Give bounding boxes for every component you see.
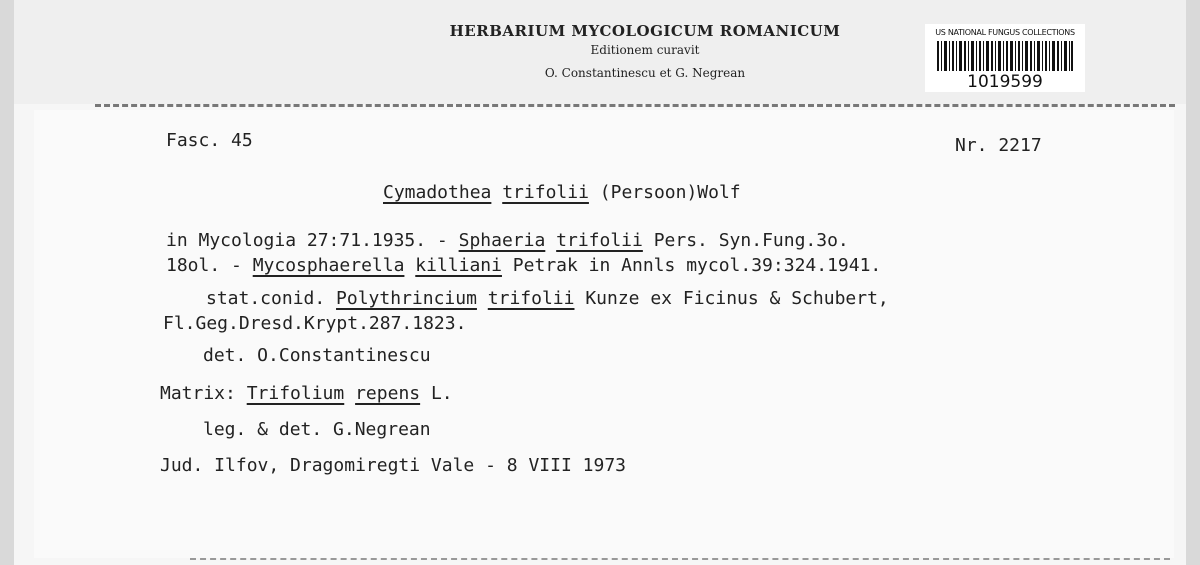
matrix-authority: L. — [420, 383, 453, 404]
matrix-line — [160, 383, 453, 404]
divider — [95, 104, 1175, 107]
ref2-text-2: Petrak in Annls mycol.39:324.1941. — [501, 255, 882, 276]
collector: leg. & det. G.Negrean — [203, 419, 431, 440]
herbarium-title: HERBARIUM MYCOLOGICUM ROMANICUM — [449, 22, 841, 40]
stat-text-2: Kunze ex Ficinus & Schubert, — [574, 288, 889, 309]
matrix-label: Matrix: — [160, 383, 247, 404]
ref1-species: trifolii — [556, 230, 643, 251]
editor-note: Editionem curavit — [590, 43, 700, 57]
barcode-icon — [937, 41, 1073, 71]
matrix-species: repens — [355, 383, 421, 404]
bottom-divider — [190, 558, 1170, 563]
editors: O. Constantinescu et G. Negrean — [544, 66, 746, 80]
ref1-text: in Mycologia 27:71.1935. - — [166, 230, 459, 251]
ref2-genus: Mycosphaerella — [252, 255, 405, 276]
stat-genus: Polythrincium — [336, 288, 477, 309]
taxon-authority: (Persoon)Wolf — [599, 182, 741, 203]
exsiccata-number: Nr. 2217 — [955, 135, 1042, 156]
stat-species: trifolii — [487, 288, 575, 309]
taxon-genus: Cymadothea — [383, 182, 492, 203]
catalog-number: 1019599 — [967, 72, 1043, 92]
anamorph-reference: Fl.Geg.Dresd.Krypt.287.1823. — [163, 313, 467, 334]
taxon-species: trifolii — [502, 182, 589, 203]
ref2-text: 18ol. - — [166, 255, 253, 276]
herbarium-header — [380, 22, 910, 80]
reference-line-1 — [166, 230, 849, 251]
specimen-label — [34, 110, 1174, 558]
matrix-genus: Trifolium — [246, 383, 345, 404]
ref1-text-2: Pers. Syn.Fung.3o. — [642, 230, 849, 251]
determiner: det. O.Constantinescu — [203, 345, 431, 366]
stat-text: stat.conid. — [206, 288, 337, 309]
fascicle: Fasc. 45 — [166, 130, 253, 151]
locality-date: Jud. Ilfov, Dragomiregti Vale - 8 VIII 1973 — [160, 455, 626, 476]
anamorph-line — [206, 288, 889, 309]
collection-name: US NATIONAL FUNGUS COLLECTIONS — [935, 28, 1075, 37]
taxon-name — [383, 182, 741, 203]
ref2-species: killiani — [415, 255, 502, 276]
ref1-genus: Sphaeria — [458, 230, 546, 251]
barcode-label — [925, 24, 1085, 92]
reference-line-2 — [166, 255, 881, 276]
